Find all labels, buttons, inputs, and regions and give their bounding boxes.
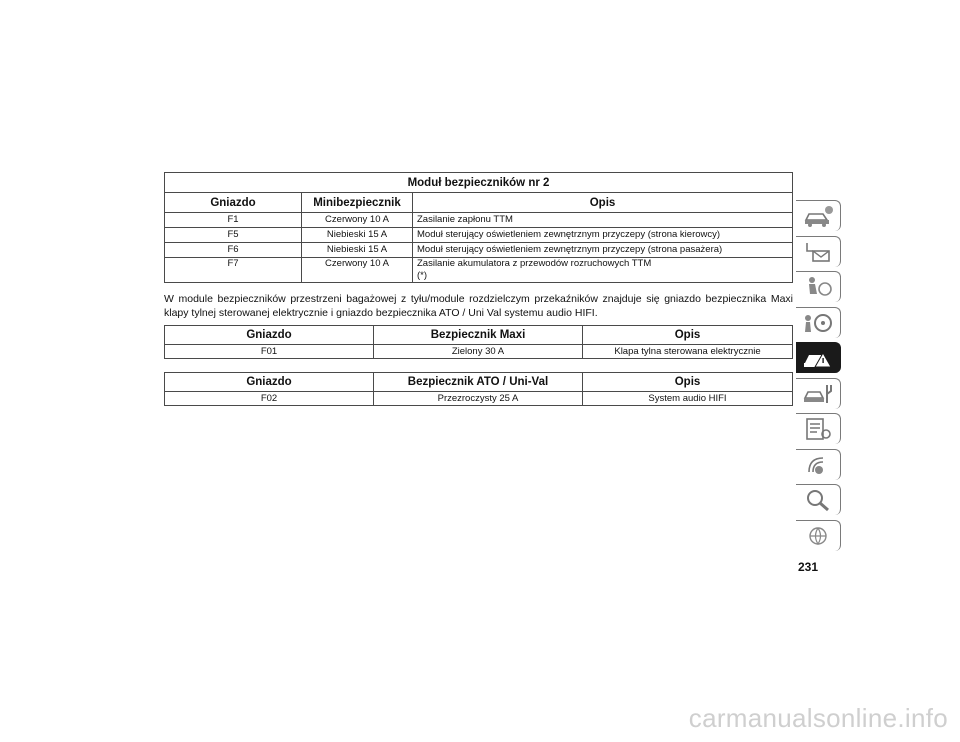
cell-description bbox=[413, 258, 793, 283]
header-socket: Gniazdo bbox=[165, 326, 374, 345]
tab-safety[interactable] bbox=[796, 271, 841, 302]
tab-car-info[interactable] bbox=[796, 200, 841, 231]
tab-starting-driving[interactable] bbox=[796, 307, 841, 338]
cell-socket: F1 bbox=[165, 213, 302, 228]
cell-socket: F7 bbox=[165, 258, 302, 283]
multimedia-icon bbox=[801, 452, 835, 478]
tab-servicing[interactable] bbox=[796, 378, 841, 409]
header-minifuse: Minibezpiecznik bbox=[302, 193, 413, 213]
safety-airbag-icon bbox=[801, 274, 835, 300]
tab-multimedia[interactable] bbox=[796, 449, 841, 480]
header-ato-fuse: Bezpiecznik ATO / Uni-Val bbox=[374, 373, 583, 392]
cell-socket: F6 bbox=[165, 243, 302, 258]
cell-description: System audio HIFI bbox=[583, 392, 793, 406]
specifications-icon bbox=[801, 416, 835, 442]
cell-description: Zasilanie zapłonu TTM bbox=[413, 213, 793, 228]
cell-fuse: Czerwony 10 A bbox=[302, 213, 413, 228]
dashboard-warning-icon bbox=[801, 239, 835, 265]
table-row bbox=[165, 243, 793, 258]
header-maxi-fuse: Bezpiecznik Maxi bbox=[374, 326, 583, 345]
header-socket: Gniazdo bbox=[165, 373, 374, 392]
cell-description: Moduł sterujący oświetleniem zewnętrznym przyczepy (strona kierowcy) bbox=[413, 228, 793, 243]
emergency-hazard-icon bbox=[801, 345, 835, 371]
header-socket: Gniazdo bbox=[165, 193, 302, 213]
body-paragraph: W module bezpieczników przestrzeni bagażowej z tyłu/module rozdzielczym przekaźników znajduje się gniazdo bezpiecznika Maxi klapy tylnej sterowanej elektrycznie i gniazdo bezpiecznika ATO / Uni Val systemu audio HIFI. bbox=[164, 293, 793, 319]
cell-footnote-mark: (*) bbox=[417, 270, 428, 281]
steering-wheel-icon bbox=[801, 310, 835, 336]
tab-languages[interactable] bbox=[796, 520, 841, 551]
page-number: 231 bbox=[798, 560, 819, 574]
cell-socket: F01 bbox=[165, 345, 374, 359]
cell-description-text: Zasilanie akumulatora z przewodów rozruchowych TTM bbox=[417, 258, 652, 269]
table-row bbox=[165, 345, 793, 359]
cell-fuse: Przezroczysty 25 A bbox=[374, 392, 583, 406]
cell-fuse: Niebieski 15 A bbox=[302, 243, 413, 258]
table-row bbox=[165, 213, 793, 228]
chapter-tabs bbox=[796, 200, 842, 555]
tab-index[interactable] bbox=[796, 484, 841, 515]
tab-dashboard[interactable] bbox=[796, 236, 841, 267]
languages-icon bbox=[801, 523, 835, 549]
header-description: Opis bbox=[583, 326, 793, 345]
search-index-icon bbox=[801, 487, 835, 513]
maxi-fuse-table bbox=[164, 325, 793, 359]
table-row bbox=[165, 258, 793, 283]
table-title: Moduł bezpieczników nr 2 bbox=[165, 173, 793, 193]
table-row bbox=[165, 228, 793, 243]
cell-description: Klapa tylna sterowana elektrycznie bbox=[583, 345, 793, 359]
cell-fuse: Zielony 30 A bbox=[374, 345, 583, 359]
cell-fuse: Czerwony 10 A bbox=[302, 258, 413, 283]
header-description: Opis bbox=[413, 193, 793, 213]
cell-socket: F02 bbox=[165, 392, 374, 406]
cell-fuse: Niebieski 15 A bbox=[302, 228, 413, 243]
tab-emergency[interactable] bbox=[796, 342, 841, 373]
watermark: carmanualsonline.info bbox=[688, 703, 948, 733]
service-tools-icon bbox=[801, 381, 835, 407]
table-row bbox=[165, 392, 793, 406]
cell-socket: F5 bbox=[165, 228, 302, 243]
header-description: Opis bbox=[583, 373, 793, 392]
fuse-module-2-table bbox=[164, 172, 793, 283]
tab-technical-data[interactable] bbox=[796, 413, 841, 444]
ato-fuse-table bbox=[164, 372, 793, 406]
car-info-icon bbox=[801, 203, 835, 229]
cell-description: Moduł sterujący oświetleniem zewnętrznym przyczepy (strona pasażera) bbox=[413, 243, 793, 258]
